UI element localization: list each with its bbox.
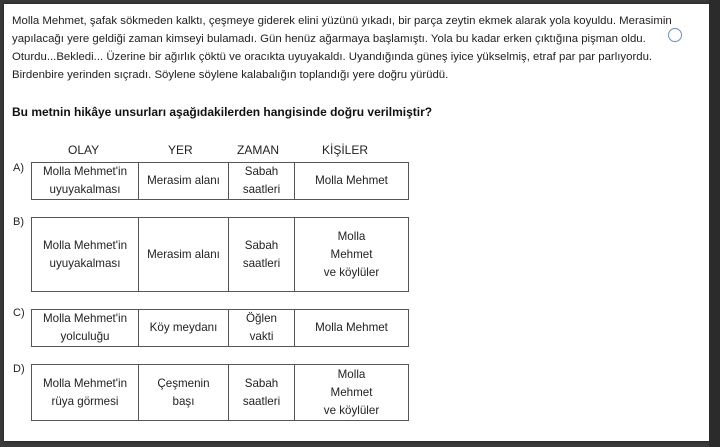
option-b-yer: Merasim alanı — [139, 218, 229, 292]
question-text: Bu metnin hikâye unsurları aşağıdakilerden hangisinde doğru verilmiştir? — [12, 105, 433, 119]
option-d-letter[interactable]: D) — [13, 363, 25, 375]
header-yer: YER — [168, 143, 193, 157]
zoom-icon[interactable] — [668, 28, 682, 42]
option-c-letter[interactable]: C) — [13, 307, 25, 319]
option-c-table[interactable] — [31, 309, 409, 347]
option-c-zaman: Öğlen vakti — [229, 310, 295, 347]
window-edge — [709, 0, 720, 447]
option-d-zaman: Sabah saatleri — [229, 365, 295, 421]
option-a-yer: Merasim alanı — [139, 163, 229, 200]
option-a-letter[interactable]: A) — [13, 162, 24, 174]
header-kisiler: KİŞİLER — [322, 143, 369, 157]
option-d-yer: Çeşmenin başı — [139, 365, 229, 421]
option-d-table[interactable] — [31, 364, 409, 421]
option-a-zaman: Sabah saatleri — [229, 163, 295, 200]
option-b-olay: Molla Mehmet'in uyuyakalması — [32, 218, 139, 292]
option-c-olay: Molla Mehmet'in yolculuğu — [32, 310, 139, 347]
option-c-kisiler: Molla Mehmet — [295, 310, 409, 347]
option-d-kisiler: Molla Mehmet ve köylüler — [295, 365, 409, 421]
header-olay: OLAY — [68, 143, 100, 157]
option-b-kisiler: Molla Mehmet ve köylüler — [295, 218, 409, 292]
option-c-yer: Köy meydanı — [139, 310, 229, 347]
option-d-olay: Molla Mehmet'in rüya görmesi — [32, 365, 139, 421]
option-a-kisiler: Molla Mehmet — [295, 163, 409, 200]
option-a-olay: Molla Mehmet'in uyuyakalması — [32, 163, 139, 200]
option-b-table[interactable] — [31, 217, 409, 292]
option-b-letter[interactable]: B) — [13, 216, 24, 228]
passage-text: Molla Mehmet, şafak sökmeden kalktı, çeşmeye giderek elini yüzünü yıkadı, bir parça zeytin ekmek alarak yola koyuldu. Merasimin yapılacağı yere geldiği zaman kimseyi bulamadı. Gün henüz ağarmaya başlamıştı. Yola bu kadar erken çıktığına pişman oldu. Oturdu...Bekledi... Üzerine bir ağırlık çöktü ve oracıkta uyuyakaldı. Uyandığında güneş iyice yükselmiş, etraf par par parlıyordu. Birdenbire yerinden sıçradı. Söylene söylene kalabalığın toplandığı yere doğru yürüdü. — [12, 15, 672, 81]
header-zaman: ZAMAN — [237, 143, 279, 157]
option-a-table[interactable] — [31, 162, 409, 200]
option-b-zaman: Sabah saatleri — [229, 218, 295, 292]
